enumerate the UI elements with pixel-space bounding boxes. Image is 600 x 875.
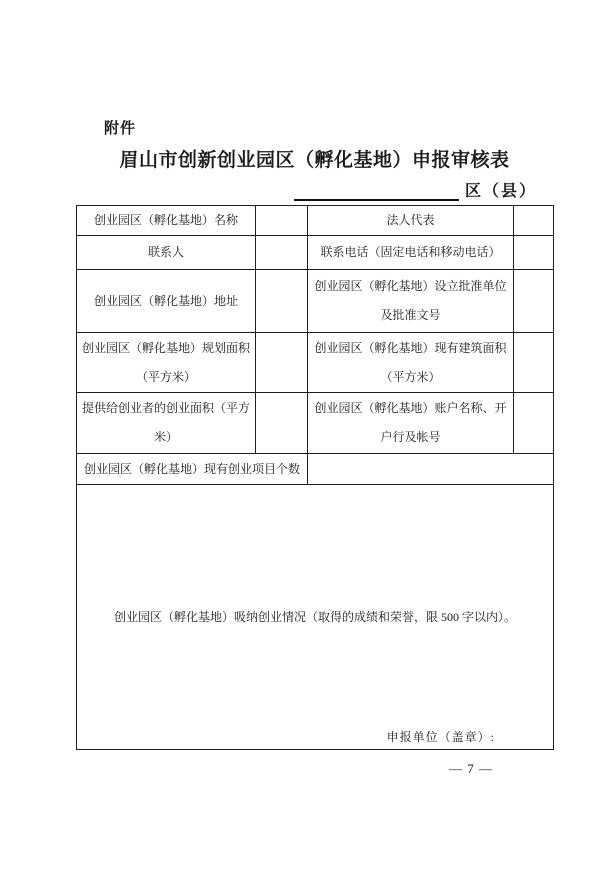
absorption-situation-cell (77, 485, 554, 750)
project-count-label: 创业园区（孵化基地）现有创业项目个数 (77, 454, 308, 485)
table-row (77, 454, 554, 485)
entrepreneur-area-value (256, 393, 308, 454)
stamp-label: 申报单位（盖章）: (386, 730, 495, 744)
legal-representative-value (514, 206, 554, 236)
contact-phone-label: 联系电话（固定电话和移动电话） (308, 236, 514, 270)
planned-area-value (256, 333, 308, 393)
building-area-label: 创业园区（孵化基地）现有建筑面积（平方米） (308, 333, 514, 393)
region-blank-field (294, 184, 459, 201)
project-count-value (308, 454, 554, 485)
application-form-table (76, 205, 554, 750)
table-row (77, 485, 554, 750)
contact-phone-value (514, 236, 554, 270)
contact-person-label: 联系人 (77, 236, 256, 270)
park-address-value (256, 270, 308, 333)
table-row (77, 206, 554, 236)
page-title: 眉山市创新创业园区（孵化基地）申报审核表 (119, 150, 510, 171)
entrepreneur-area-label: 提供给创业者的创业面积（平方米） (77, 393, 256, 454)
table-row (77, 270, 554, 333)
table-row (77, 333, 554, 393)
absorption-situation-label: 创业园区（孵化基地）吸纳创业情况（取得的成绩和荣誉，限 500 字以内）。 (113, 609, 516, 624)
region-suffix-label: 区（县） (464, 183, 537, 200)
contact-person-value (256, 236, 308, 270)
legal-representative-label: 法人代表 (308, 206, 514, 236)
park-address-label: 创业园区（孵化基地）地址 (77, 270, 256, 333)
region-line (76, 178, 537, 200)
park-name-label: 创业园区（孵化基地）名称 (77, 206, 256, 236)
page-number: — 7 — (449, 761, 493, 776)
bank-account-label: 创业园区（孵化基地）账户名称、开户行及帐号 (308, 393, 514, 454)
table-row (77, 236, 554, 270)
table-row (77, 393, 554, 454)
approval-unit-label: 创业园区（孵化基地）设立批准单位及批准文号 (308, 270, 514, 333)
attachment-label: 附件 (104, 120, 137, 137)
park-name-value (256, 206, 308, 236)
approval-unit-value (514, 270, 554, 333)
bank-account-value (514, 393, 554, 454)
planned-area-label: 创业园区（孵化基地）规划面积（平方米） (77, 333, 256, 393)
building-area-value (514, 333, 554, 393)
